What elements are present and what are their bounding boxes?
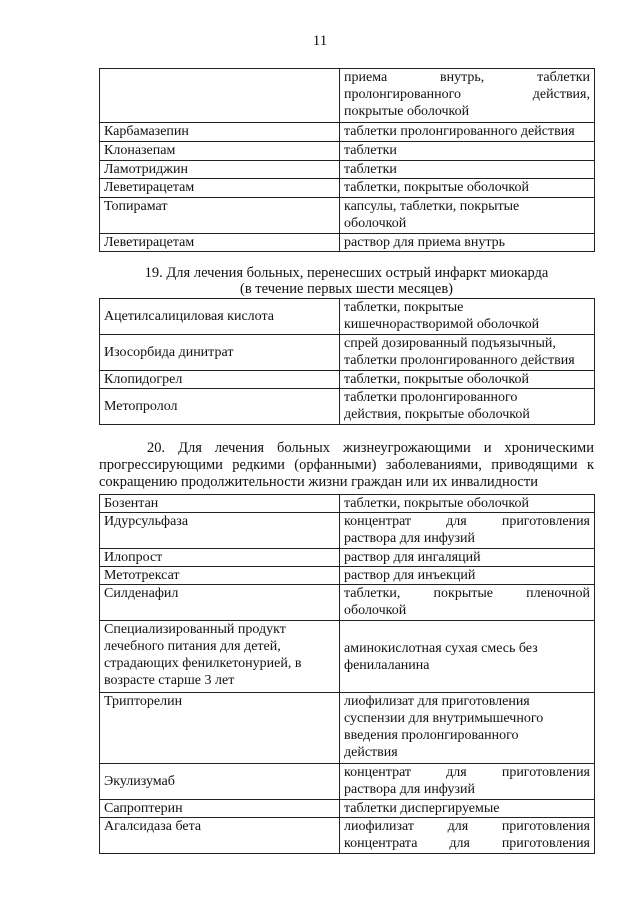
- drug-name-cell: Клопидогрел: [100, 371, 340, 389]
- table-row: [100, 198, 595, 234]
- drug-name-cell: Агалсидаза бета: [100, 818, 340, 854]
- dosage-form-cell: раствор для приема внутрь: [340, 234, 595, 252]
- drug-name-cell: Сапроптерин: [100, 800, 340, 818]
- drug-name-cell: Леветирацетам: [100, 234, 340, 252]
- table-row: [100, 818, 595, 854]
- dosage-form-cell: капсулы, таблетки, покрытые оболочкой: [340, 198, 595, 234]
- drug-name-cell: Ацетилсалициловая кислота: [100, 299, 340, 335]
- table-row: [100, 161, 595, 179]
- table-row: [100, 142, 595, 161]
- drug-name-cell: Силденафил: [100, 585, 340, 621]
- drug-name-cell: [100, 69, 340, 123]
- table-row: [100, 299, 595, 335]
- dosage-form-cell: таблетки, покрытые кишечнорастворимой оболочкой: [340, 299, 595, 335]
- drug-name-cell: Топирамат: [100, 198, 340, 234]
- table-row: [100, 621, 595, 693]
- dosage-form-cell: лиофилизат для приготовления суспензии для внутримышечного введения пролонгированного действия: [340, 693, 595, 764]
- dosage-form-cell: раствор для ингаляций: [340, 549, 595, 567]
- dosage-form-cell: спрей дозированный подъязычный, таблетки пролонгированного действия: [340, 335, 595, 371]
- dosage-form-cell: аминокислотная сухая смесь без фенилаланина: [340, 621, 595, 693]
- dosage-form-cell: таблетки, покрытые пленочной оболочкой: [340, 585, 595, 621]
- table-row: [100, 123, 595, 142]
- drug-name-cell: Карбамазепин: [100, 123, 340, 142]
- drug-name-cell: Метопролол: [100, 389, 340, 425]
- drug-name-cell: Бозентан: [100, 495, 340, 513]
- table-row: [100, 585, 595, 621]
- dosage-form-cell: лиофилизат для приготовления концентрата для приготовления: [340, 818, 595, 854]
- dosage-form-cell: таблетки диспергируемые: [340, 800, 595, 818]
- drug-name-cell: Илопрост: [100, 549, 340, 567]
- table-row: [100, 764, 595, 800]
- dosage-form-cell: таблетки: [340, 142, 595, 161]
- table-row: [100, 567, 595, 585]
- table-row: [100, 371, 595, 389]
- page-number: 11: [312, 33, 328, 49]
- dosage-form-cell: таблетки, покрытые оболочкой: [340, 495, 595, 513]
- dosage-form-cell: раствор для инъекций: [340, 567, 595, 585]
- drug-name-cell: Специализированный продукт лечебного питания для детей, страдающих фенилкетонурией, в возрасте старше 3 лет: [100, 621, 340, 693]
- dosage-form-cell: концентрат для приготовления раствора для инфузий: [340, 764, 595, 800]
- section-19-table: [99, 298, 595, 425]
- drug-name-cell: Клоназепам: [100, 142, 340, 161]
- drug-name-cell: Идурсульфаза: [100, 513, 340, 549]
- drug-name-cell: Леветирацетам: [100, 179, 340, 198]
- table-row: [100, 335, 595, 371]
- table-row: [100, 513, 595, 549]
- table-row: [100, 179, 595, 198]
- dosage-form-cell: таблетки, покрытые оболочкой: [340, 371, 595, 389]
- table-row: [100, 549, 595, 567]
- dosage-form-cell: таблетки пролонгированного действия: [340, 123, 595, 142]
- drug-name-cell: Трипторелин: [100, 693, 340, 764]
- drug-name-cell: Изосорбида динитрат: [100, 335, 340, 371]
- section-20-title: 20. Для лечения больных жизнеугрожающими и хроническими прогрессирующими редкими (орфанными) заболеваниями, приводящими к сокращению продолжительности жизни граждан или их инвалидности: [99, 440, 594, 490]
- dosage-form-cell: таблетки пролонгированного действия, покрытые оболочкой: [340, 389, 595, 425]
- section-19-title: 19. Для лечения больных, перенесших острый инфаркт миокарда (в течение первых шести месяцев): [144, 265, 549, 297]
- dosage-form-cell: приема внутрь, таблетки пролонгированного действия, покрытые оболочкой: [340, 69, 595, 123]
- dosage-form-cell: таблетки: [340, 161, 595, 179]
- table-row: [100, 389, 595, 425]
- table-row: [100, 693, 595, 764]
- drug-name-cell: Экулизумаб: [100, 764, 340, 800]
- section-20-table: [99, 494, 595, 854]
- dosage-form-cell: таблетки, покрытые оболочкой: [340, 179, 595, 198]
- drug-table-continued: [99, 68, 595, 252]
- table-row: [100, 69, 595, 123]
- drug-name-cell: Метотрексат: [100, 567, 340, 585]
- table-row: [100, 495, 595, 513]
- dosage-form-cell: концентрат для приготовления раствора для инфузий: [340, 513, 595, 549]
- drug-name-cell: Ламотриджин: [100, 161, 340, 179]
- table-row: [100, 234, 595, 252]
- table-row: [100, 800, 595, 818]
